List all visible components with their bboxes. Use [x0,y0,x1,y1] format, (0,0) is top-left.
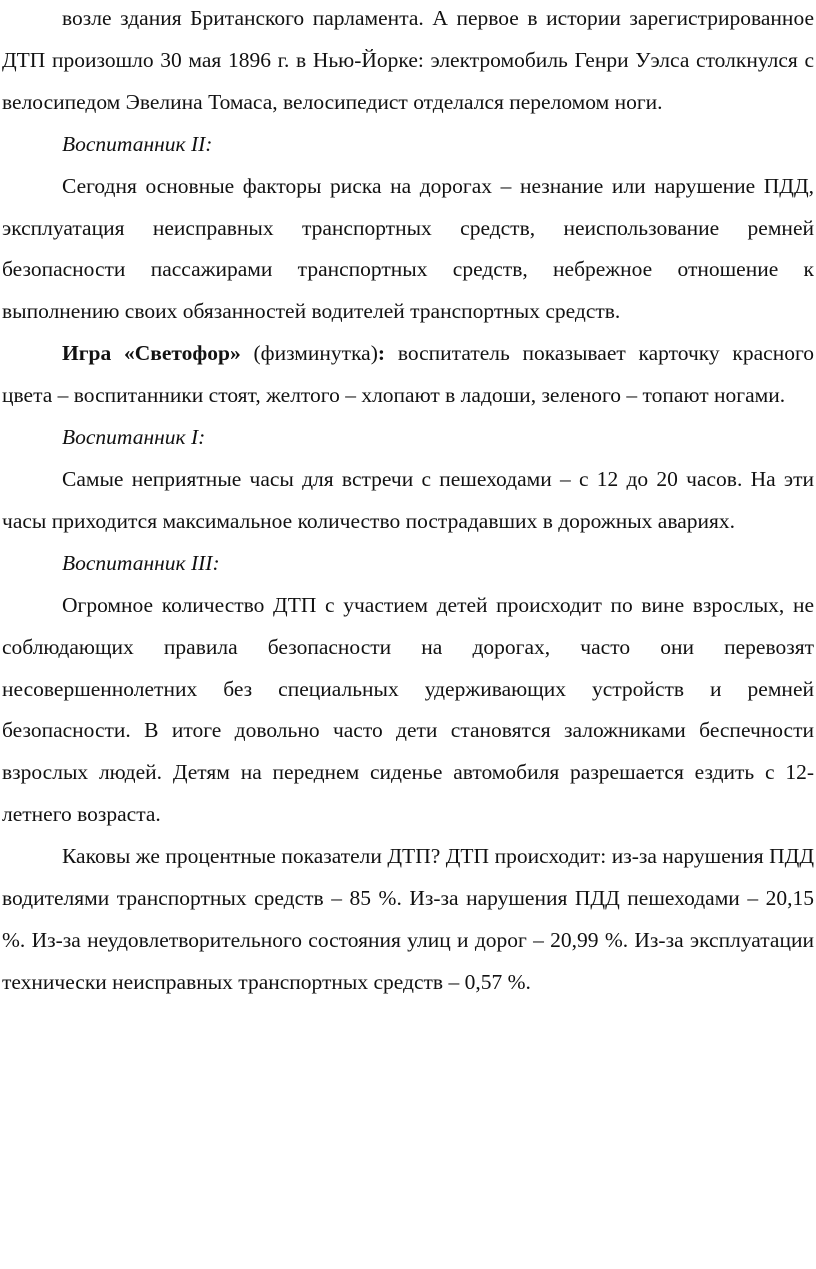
paragraph-accident-statistics: Каковы же процентные показатели ДТП? ДТП происходит: из-за нарушения ПДД водителями транспортных средств – 85 %. Из-за нарушения ПДД пешеходами – 20,15 %. Из-за неудовлетворительного состояния улиц и дорог – 20,99 %. Из-за эксплуатации технически неисправных транспортных средств – 0,57 %. [2,844,814,994]
paragraph-history-continued: возле здания Британского парламента. А первое в истории зарегистрированное ДТП произошло 30 мая 1896 г. в Нью-Йорке: электромобиль Генри Уэлса столкнулся с велосипедом Эвелина Томаса, велосипедист отделался переломом ноги. [2,6,814,114]
speaker-label-pupil-2: Воспитанник II: [62,131,213,156]
game-colon: : [377,341,386,366]
speaker-label-pupil-3: Воспитанник III: [62,550,220,575]
speaker-label-pupil-1: Воспитанник I: [62,425,206,450]
paragraph-children-accidents: Огромное количество ДТП с участием детей происходит по вине взрослых, не соблюдающих правила безопасности на дорогах, часто они перевозят несовершеннолетних без специальных удерживающих устройств и ремней безопасности. В итоге довольно часто дети становятся заложниками беспечности взрослых людей. Детям на переднем сиденье автомобиля разрешается ездить с 12-летнего возраста. [2,592,814,827]
paragraph-risk-factors: Сегодня основные факторы риска на дорогах – незнание или нарушение ПДД, эксплуатация неисправных транспортных средств, неиспользование ремней безопасности пассажирами транспортных средств, небрежное отношение к выполнению своих обязанностей водителей транспортных средств. [2,173,814,324]
paragraph-traffic-light-game [2,333,814,417]
game-description: воспитатель показывает карточку красного цвета – воспитанники стоят, желтого – хлопают в ладоши, зеленого – топают ногами. [2,341,814,408]
game-note: (физминутка) [253,341,378,366]
paragraph-dangerous-hours: Самые неприятные часы для встречи с пешеходами – с 12 до 20 часов. На эти часы приходится максимальное количество пострадавших в дорожных авариях. [2,466,814,533]
game-title: Игра «Светофор» [62,341,241,366]
